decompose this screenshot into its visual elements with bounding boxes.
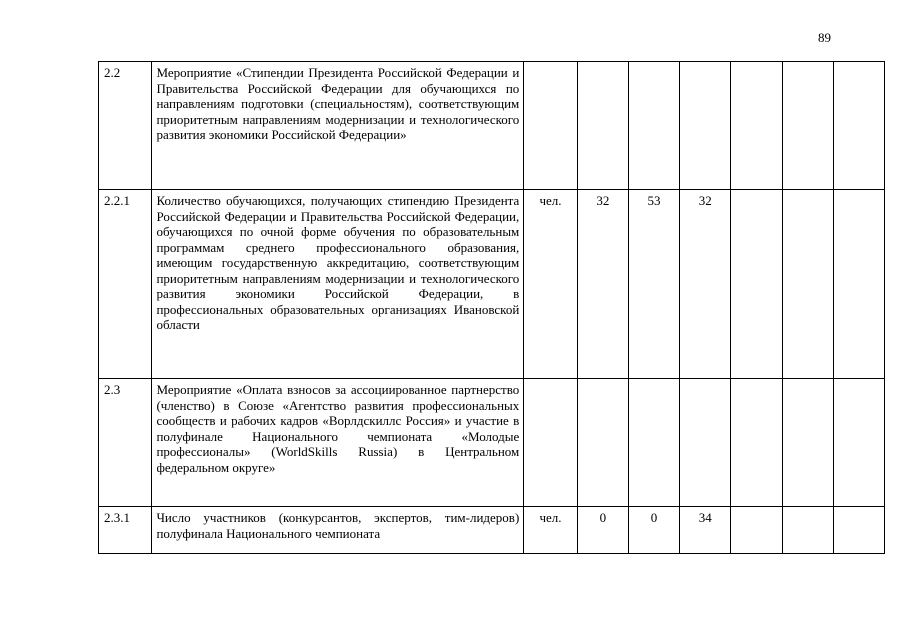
row-number-cell: 2.3 (99, 379, 152, 507)
value-cell (731, 379, 782, 507)
value-cell (833, 190, 884, 379)
row-description-cell: Мероприятие «Стипендии Президента Российской Федерации и Правительства Российской Федерации для обучающихся по направлениям подготовки (специальностям), соответствующим приоритетным направлениям модернизации и технологического развития экономики Российской Федерации» (152, 62, 524, 190)
row-description-cell: Количество обучающихся, получающих стипендию Президента Российской Федерации и Правительства Российской Федерации, обучающихся по очной форме обучения по образовательным программам среднего профессионального образования, имеющим государственную аккредитацию, соответствующим приоритетным направлениям модернизации и технологического развития экономики Российской Федерации, в профессиональных образовательных организациях Ивановской области (152, 190, 524, 379)
row-description-cell: Число участников (конкурсантов, экспертов, тим-лидеров) полуфинала Национального чемпионата (152, 507, 524, 554)
table-row (99, 379, 885, 507)
value-cell (782, 62, 833, 190)
page-number: 89 (818, 30, 831, 45)
unit-cell (524, 62, 577, 190)
value-cell (628, 62, 679, 190)
row-number-cell: 2.2 (99, 62, 152, 190)
value-cell (680, 62, 731, 190)
table-row (99, 62, 885, 190)
value-cell (680, 379, 731, 507)
value-cell: 32 (577, 190, 628, 379)
value-cell (731, 62, 782, 190)
value-cell (833, 507, 884, 554)
table-row (99, 190, 885, 379)
value-cell (833, 62, 884, 190)
value-cell: 34 (680, 507, 731, 554)
value-cell: 0 (628, 507, 679, 554)
table-row (99, 507, 885, 554)
value-cell (782, 190, 833, 379)
value-cell (628, 379, 679, 507)
value-cell (731, 507, 782, 554)
value-cell (577, 379, 628, 507)
unit-cell: чел. (524, 190, 577, 379)
row-description-cell: Мероприятие «Оплата взносов за ассоциированное партнерство (членство) в Союзе «Агентство развития профессиональных сообществ и рабочих кадров «Ворлдскиллс Россия» и участие в полуфинале Национального чемпионата «Молодые профессионалы» (WorldSkills Russia) в Центральном федеральном округе» (152, 379, 524, 507)
row-number-cell: 2.2.1 (99, 190, 152, 379)
value-cell (577, 62, 628, 190)
value-cell: 32 (680, 190, 731, 379)
row-number-cell: 2.3.1 (99, 507, 152, 554)
value-cell (782, 507, 833, 554)
value-cell (782, 379, 833, 507)
value-cell: 53 (628, 190, 679, 379)
unit-cell: чел. (524, 507, 577, 554)
indicators-table (98, 61, 885, 554)
unit-cell (524, 379, 577, 507)
value-cell (731, 190, 782, 379)
value-cell (833, 379, 884, 507)
value-cell: 0 (577, 507, 628, 554)
